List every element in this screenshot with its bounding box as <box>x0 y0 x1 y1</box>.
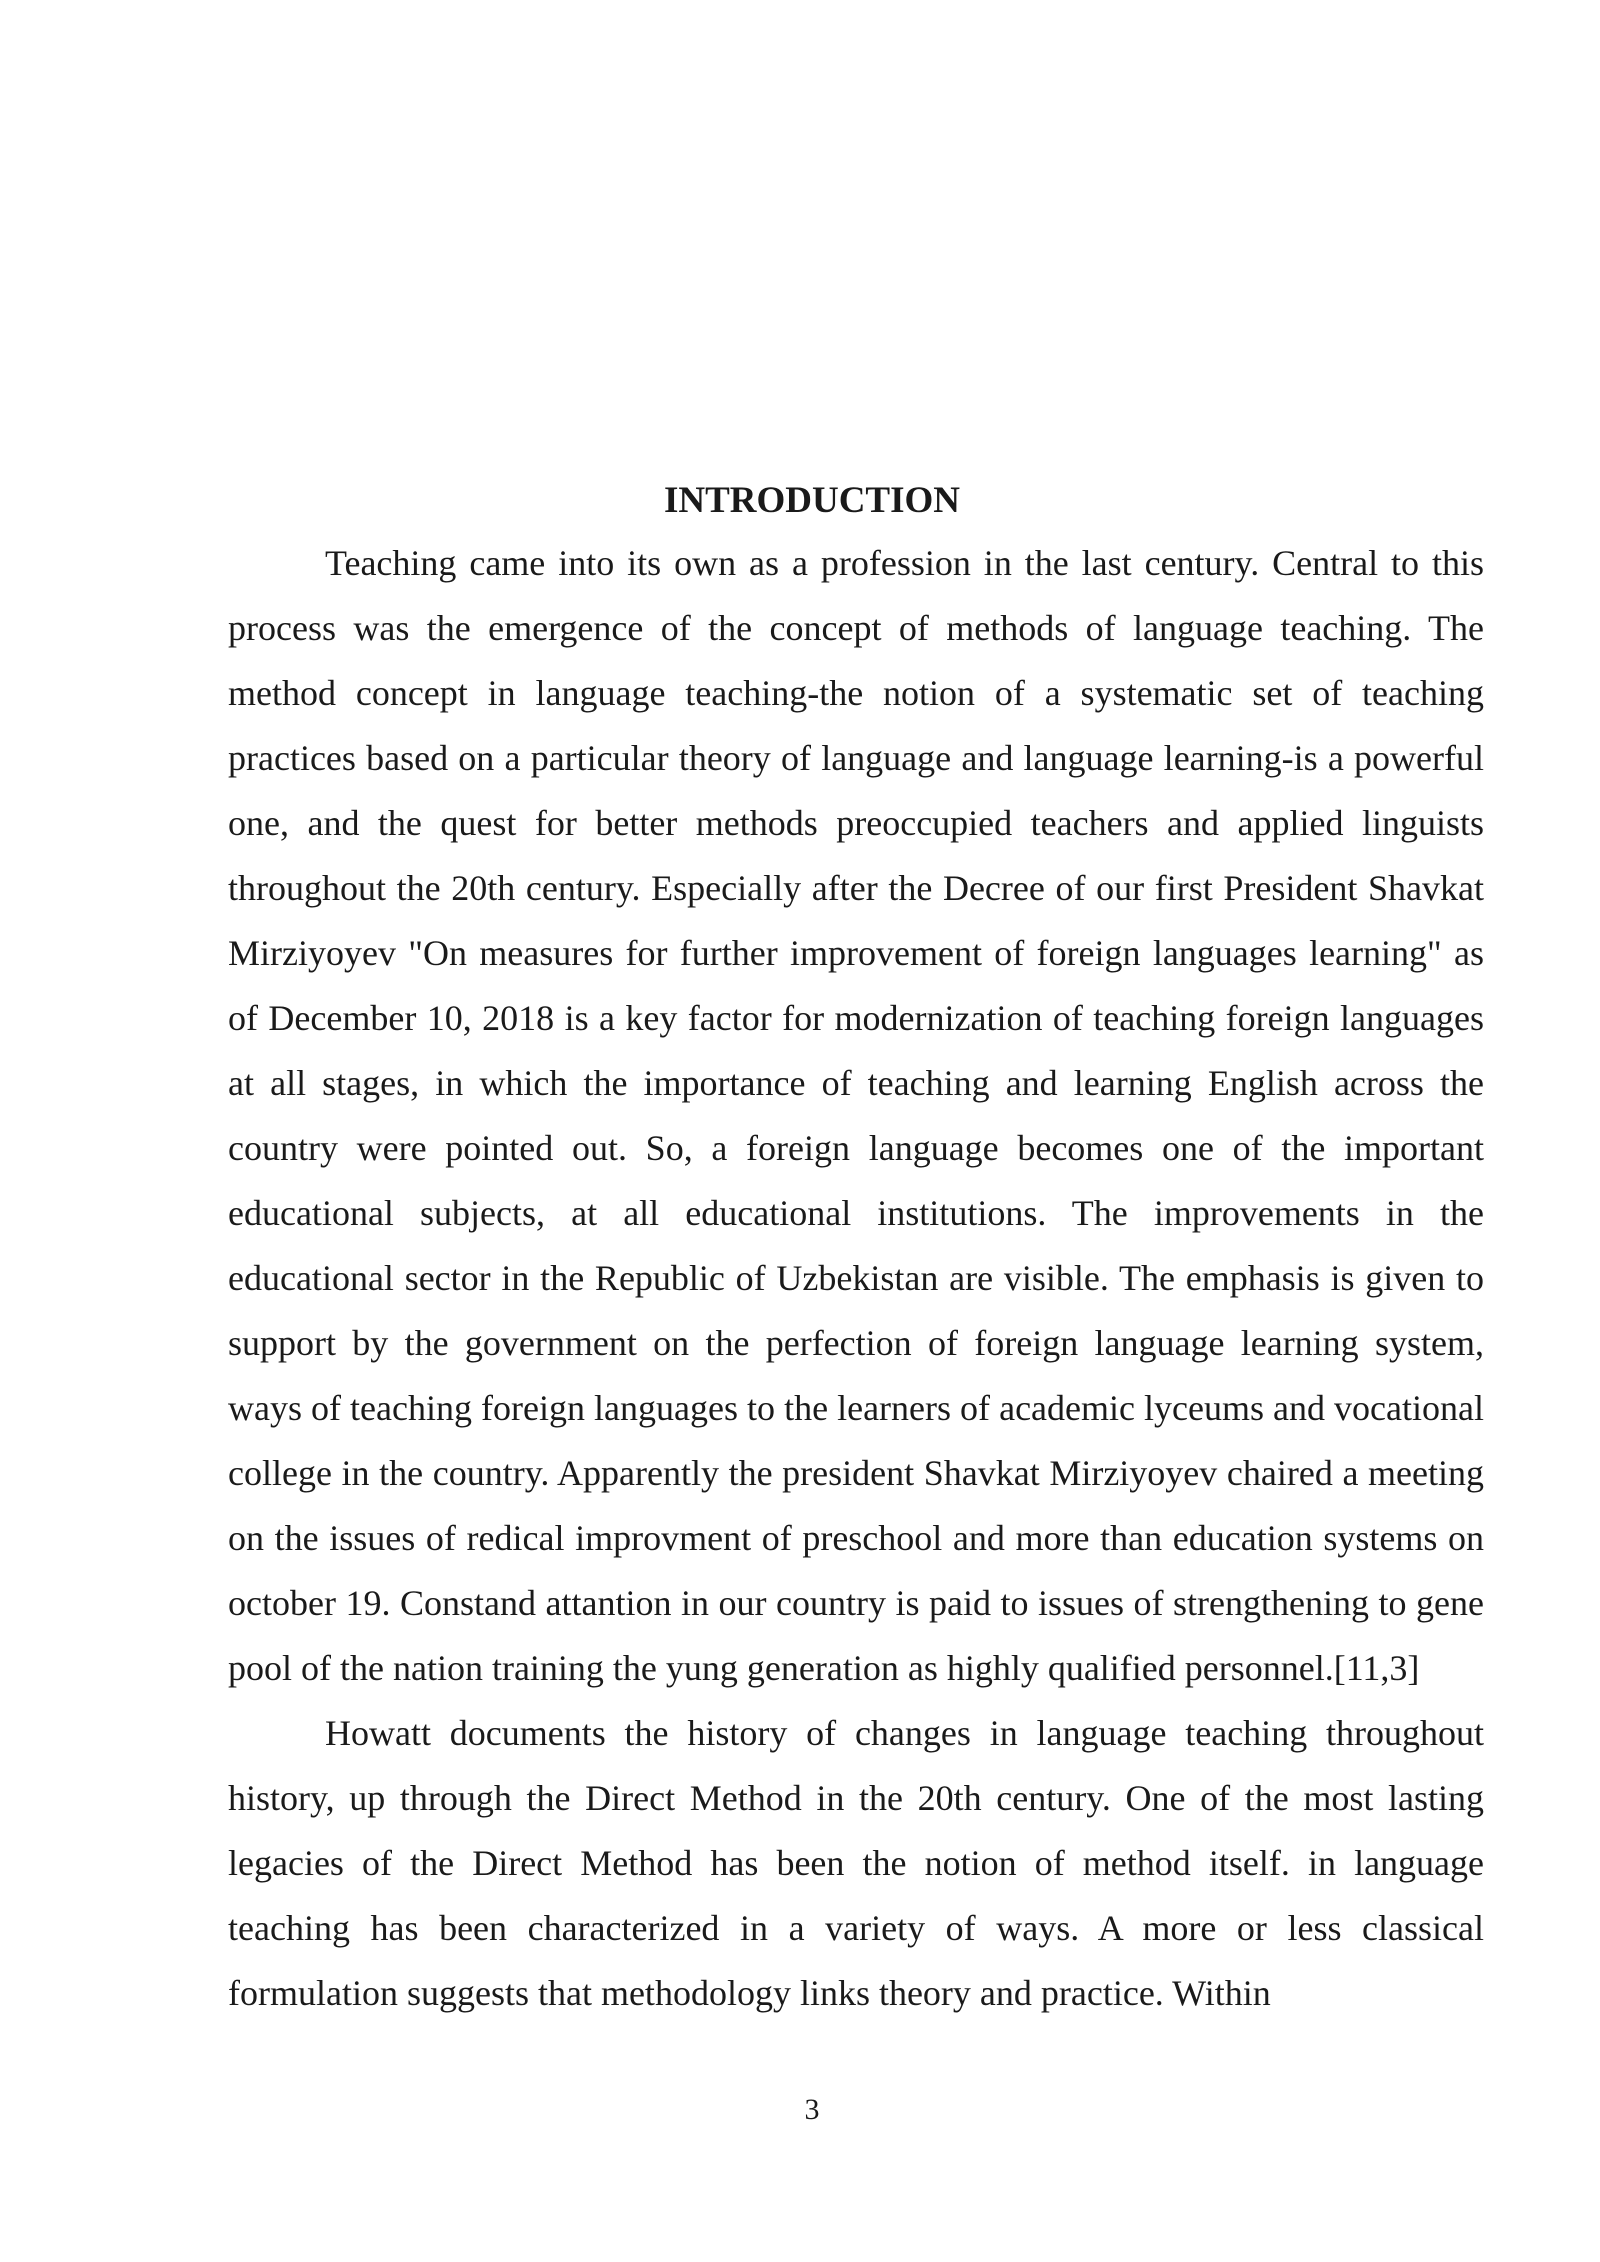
paragraph-2: Howatt documents the history of changes in language teaching throughout history, up through the Direct Method in the 20th century. One of the most lasting legacies of the Direct Method has been the notion of method itself. in language teaching has been characterized in a variety of ways. A more or less classical formulation suggests that methodology links theory and practice. Within <box>228 1713 1484 2013</box>
paragraph-1: Teaching came into its own as a profession in the last century. Central to this process was the emergence of the concept of methods of language teaching. The method concept in language teaching-the notion of a systematic set of teaching practices based on a particular theory of language and language learning-is a powerful one, and the quest for better methods preoccupied teachers and applied linguists throughout the 20th century. Especially after the Decree of our first President Shavkat Mirziyoyev "On measures for further improvement of foreign languages learning" as of December 10, 2018 is a key factor for modernization of teaching foreign languages at all stages, in which the importance of teaching and learning English across the country were pointed out. So, a foreign language becomes one of the important educational subjects, at all educational institutions. The improvements in the educational sector in the Republic of Uzbekistan are visible. The emphasis is given to support by the government on the perfection of foreign language learning system, ways of teaching foreign languages to the learners of academic lyceums and vocational college in the country. Apparently the president Shavkat Mirziyoyev chaired a meeting on the issues of redical improvment of preschool and more than education systems on october 19. Constand attantion in our country is paid to issues of strengthening to gene pool of the nation training the yung generation as highly qualified personnel.[11,3] <box>228 543 1484 1688</box>
body-text <box>228 531 1484 2026</box>
page-number: 3 <box>804 2093 820 2126</box>
page-title: INTRODUCTION <box>663 480 961 521</box>
